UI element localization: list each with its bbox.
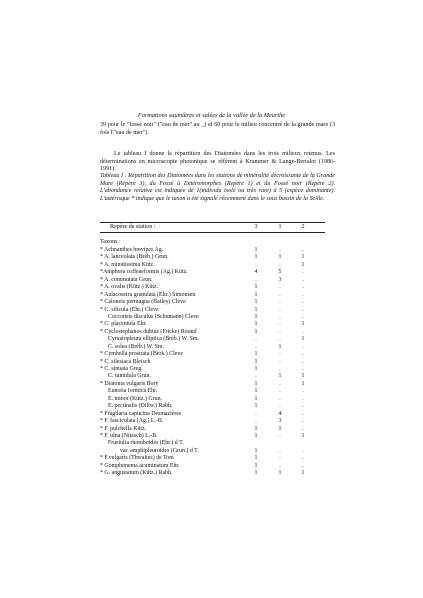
abundance-cell: . xyxy=(279,380,281,387)
table-header-rule xyxy=(100,232,325,233)
taxon-name: Eunotia formica Ehr. xyxy=(108,388,158,395)
abundance-cell: 1 xyxy=(254,254,258,261)
abundance-cell: 1 xyxy=(301,432,305,439)
abundance-cell: 1 xyxy=(301,336,305,343)
abundance-cell: 1 xyxy=(254,247,258,253)
abundance-cell: 1 xyxy=(254,462,258,469)
abundance-cell: . xyxy=(279,336,281,343)
table-row xyxy=(100,418,325,425)
abundance-cell: . xyxy=(302,343,304,350)
table-header-col-1: 1 xyxy=(278,224,282,230)
abundance-cell: 1 xyxy=(301,380,305,387)
abundance-cell: 1 xyxy=(278,373,282,380)
abundance-cell: 1 xyxy=(254,291,258,298)
abundance-cell: . xyxy=(255,373,257,380)
taxon-name: E. minor (Kütz.) Grun. xyxy=(108,395,162,402)
abundance-cell: 1 xyxy=(254,328,258,335)
table-row xyxy=(100,373,325,380)
abundance-cell: . xyxy=(279,328,281,335)
abundance-cell: 1 xyxy=(254,313,258,320)
abundance-cell: 1 xyxy=(301,261,305,268)
table-row xyxy=(100,336,325,343)
abundance-cell: . xyxy=(255,276,257,283)
abundance-cell: . xyxy=(279,455,281,462)
taxon-name: C. solea (Bréb.) W. Sm. xyxy=(108,343,164,350)
abundance-cell: 1 xyxy=(254,299,258,306)
abundance-cell: . xyxy=(302,366,304,372)
taxon-name: Cymatopleura elliptica (Bréb.) W. Sm. xyxy=(108,336,199,343)
abundance-cell: . xyxy=(302,447,304,454)
abundance-cell: 3 xyxy=(278,418,282,425)
table-row xyxy=(100,388,325,395)
abundance-cell: . xyxy=(302,284,304,291)
abundance-cell: . xyxy=(255,261,257,268)
abundance-cell: 1 xyxy=(254,425,258,432)
abundance-cell: 1 xyxy=(278,343,282,350)
taxon-name: * F. pulchella Kütz. xyxy=(100,425,147,432)
taxon-name: * Fragilaria capucina Desmazières xyxy=(100,410,182,417)
table-row xyxy=(100,299,325,306)
table-row xyxy=(100,403,325,410)
table-row xyxy=(100,366,325,373)
table-row xyxy=(100,269,325,276)
abundance-cell: . xyxy=(302,395,304,402)
taxon-name: * A. lanceolata (Bréb.) Grun. xyxy=(100,254,169,261)
abundance-cell: . xyxy=(255,418,257,425)
taxa-title: Taxons : xyxy=(100,239,121,245)
abundance-cell: 1 xyxy=(254,432,258,439)
abundance-cell: . xyxy=(302,455,304,462)
taxon-name: * F.vulgaris (Thwaites) de Toni xyxy=(100,455,174,462)
abundance-cell: . xyxy=(302,328,304,335)
taxon-name: * Diatoma vulgaris Bory xyxy=(100,380,159,387)
table-header-label: Repère de station : xyxy=(110,224,156,230)
abundance-cell: 1 xyxy=(254,470,258,477)
taxon-name: * A. commutata Grun. xyxy=(100,276,153,283)
abundance-cell: . xyxy=(302,403,304,410)
abundance-cell: 1 xyxy=(278,254,282,261)
taxon-name: Frustulia rhomboides (Ehr.) d T. xyxy=(108,440,184,447)
abundance-cell: . xyxy=(279,447,281,454)
abundance-cell: . xyxy=(279,306,281,313)
abundance-cell: 4 xyxy=(254,269,258,276)
abundance-cell: 1 xyxy=(278,425,282,432)
table-row xyxy=(100,344,325,351)
table-header-col-2: 2 xyxy=(301,224,305,230)
abundance-cell: . xyxy=(302,313,304,320)
taxon-name: Cocconeis disculus (Schumann) Cleve xyxy=(108,313,199,320)
abundance-cell: . xyxy=(302,306,304,313)
abundance-cell: . xyxy=(302,358,304,365)
table-row xyxy=(100,359,325,366)
abundance-cell: 1 xyxy=(254,395,258,402)
abundance-cell: . xyxy=(279,462,281,469)
abundance-cell: 1 xyxy=(254,306,258,313)
abundance-cell: . xyxy=(302,299,304,306)
abundance-cell: 1 xyxy=(254,447,258,454)
table-row xyxy=(100,426,325,433)
abundance-cell: 3 xyxy=(278,276,282,283)
abundance-cell: . xyxy=(302,351,304,358)
abundance-cell: 1 xyxy=(278,470,282,477)
abundance-cell: . xyxy=(302,388,304,395)
table-header-col-3: 3 xyxy=(254,224,258,230)
abundance-cell: . xyxy=(302,410,304,417)
table-row xyxy=(100,292,325,299)
abundance-cell: 1 xyxy=(301,470,305,477)
abundance-cell: . xyxy=(279,351,281,358)
abundance-cell: . xyxy=(255,343,257,350)
abundance-cell: 1 xyxy=(254,284,258,291)
table-row xyxy=(100,470,325,477)
abundance-cell: . xyxy=(279,313,281,320)
abundance-cell: . xyxy=(279,432,281,439)
taxon-name: *Amphora coffeaeformis (Ag.) Kütz. xyxy=(100,269,188,276)
abundance-cell: . xyxy=(279,284,281,291)
paragraph-salinity: 39 pour le "fossé noir" ("eau de mer" au _) et 60 pour le milieu concentré de la grande mare (3 fois l'"eau de mer"). xyxy=(100,122,335,136)
taxon-name: * F. fasciculata (Ag.) L.-B. xyxy=(100,418,164,425)
taxon-name: * Cymbella prostrata (Berk.) Cleve xyxy=(100,351,183,358)
taxon-name: * C. silesiaca Bleisch xyxy=(100,358,151,365)
abundance-cell: 1 xyxy=(254,321,258,328)
taxon-name: * C. sinuata Greg. xyxy=(100,366,143,372)
table-row xyxy=(100,284,325,291)
abundance-cell: . xyxy=(302,418,304,425)
abundance-cell: 1 xyxy=(254,358,258,365)
abundance-cell: . xyxy=(255,336,257,343)
abundance-cell: 1 xyxy=(254,403,258,410)
table-row xyxy=(100,314,325,321)
taxon-name: C. tumidula Grun. xyxy=(108,373,151,380)
abundance-cell: . xyxy=(279,261,281,268)
abundance-cell: 1 xyxy=(301,254,305,261)
taxon-name: * F. ulna (Nitzsch) L.-B. xyxy=(100,432,158,439)
table-row xyxy=(100,455,325,462)
table-row xyxy=(100,463,325,470)
abundance-cell: . xyxy=(279,299,281,306)
abundance-cell: . xyxy=(279,395,281,402)
taxon-name: * Caloneis permagna (Bailey) Cleve xyxy=(100,299,186,306)
taxon-name: * G. angustatum (Kütz.) Rabh. xyxy=(100,470,173,477)
abundance-cell: . xyxy=(255,410,257,417)
abundance-cell: . xyxy=(279,247,281,253)
abundance-cell: . xyxy=(279,291,281,298)
table-row xyxy=(100,411,325,418)
taxon-name: * Aulacoseira granulata (Ehr.) Simonsen xyxy=(100,291,196,298)
taxon-name: * A. minutissima Kütz. xyxy=(100,261,155,268)
taxon-name: var. amphipleuroides (Grun.) d T. xyxy=(120,447,199,454)
abundance-cell: . xyxy=(302,291,304,298)
taxon-name: * A. ovalis (Kütz.) Kütz. xyxy=(100,284,159,291)
abundance-cell: . xyxy=(279,366,281,372)
abundance-cell: 4 xyxy=(278,410,282,417)
abundance-cell: . xyxy=(302,462,304,469)
abundance-cell: 1 xyxy=(301,373,305,380)
abundance-cell: 5 xyxy=(278,269,282,276)
abundance-cell: . xyxy=(279,388,281,395)
taxon-name: * C. placentula Ehr. xyxy=(100,321,147,328)
abundance-cell: 1 xyxy=(254,455,258,462)
taxa-table-body xyxy=(100,247,325,478)
table-row xyxy=(100,254,325,261)
table-row xyxy=(100,440,325,447)
abundance-cell: . xyxy=(302,425,304,432)
abundance-cell: 1 xyxy=(301,321,305,328)
abundance-cell: 1 xyxy=(254,366,258,372)
abundance-cell: 1 xyxy=(254,351,258,358)
abundance-cell: 1 xyxy=(254,380,258,387)
abundance-cell: 1 xyxy=(254,388,258,395)
abundance-cell: . xyxy=(279,403,281,410)
paragraph-table-intro: Le tableau I donne la répartition des Diatomées dans les trois milieux retenus. Les déterminations en microscopie photonique se réfèrent à Krammer & Lange-Bertalot (1986-1991). xyxy=(100,151,335,173)
abundance-cell: . xyxy=(302,247,304,253)
abundance-cell: . xyxy=(302,269,304,276)
taxon-name: * Gomphonema acuminatum Ehr. xyxy=(100,462,180,469)
table-row xyxy=(100,307,325,314)
taxon-name: * Cyclostephanos dubius (Fricke) Round xyxy=(100,328,197,335)
abundance-cell: . xyxy=(279,358,281,365)
table-row xyxy=(100,351,325,358)
taxon-name: E. pectinalis (Dillw.) Rabh. xyxy=(108,403,173,410)
taxon-name: * C. silicula (Ehr.) Cleve xyxy=(100,306,159,313)
abundance-cell: . xyxy=(302,276,304,283)
table-top-rule xyxy=(100,222,325,223)
taxon-name: * Achnanthes brevipes Ag. xyxy=(100,247,164,253)
table-caption: Tableau I : Répartition des Diatomées dans les stations de minéralité décroissante de la Grande Mare (Repère 3), du Fossé à Entéromorphes (Repère 1) et du Fossé noir (Repère 2). L'abondance relative est indiquée de 1(individu isolé ou très rare) à 5 (espèce dominante). L'astérisque * indique que le taxon a été signalé récemment dans le sous bassin de la Seille. xyxy=(100,173,335,202)
running-head: Formations saumâtres et salées de la vallée de la Meurthe xyxy=(137,112,286,119)
abundance-cell: . xyxy=(279,321,281,328)
table-row xyxy=(100,321,325,328)
